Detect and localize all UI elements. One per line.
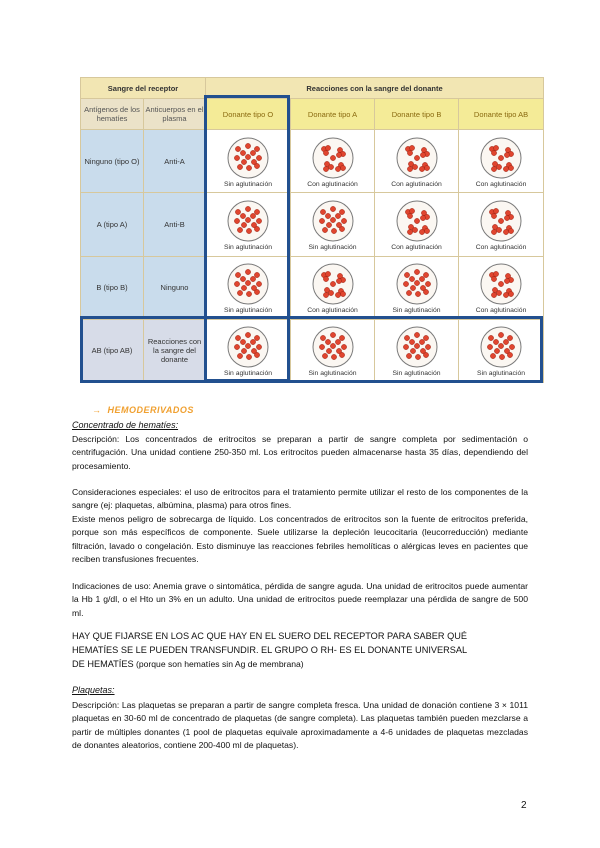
- donor-header-a: Donante tipo A: [291, 99, 375, 130]
- result-cell: [291, 256, 375, 319]
- result-label: Con aglutinación: [475, 180, 527, 188]
- cell-dish-icon: [226, 325, 270, 369]
- result-cell: [375, 130, 459, 193]
- result-cell: [459, 193, 544, 256]
- note-line-3-paren: (porque son hematíes sin Ag de membrana): [133, 659, 304, 669]
- concentrado-indicaciones: Indicaciones de uso: Anemia grave o sintomática, pérdida de sangre aguda. Una unidad de eritrocitos puede aumentar la Hb 1 g/dl, o el Hto un 3% en un adulto. Una unidad de eritrocitos puede reemplazar una pérdida de sangre de 500 ml.: [72, 581, 528, 618]
- receptor-antigen: A (tipo A): [81, 193, 144, 256]
- result-label: Con aglutinación: [391, 243, 442, 251]
- note-line-2: HEMATÍES SE LE PUEDEN TRANSFUNDIR. EL GRUPO O RH- ES EL DONANTE UNIVERSAL: [72, 645, 468, 655]
- result-cell: [375, 256, 459, 319]
- note-line-1: HAY QUE FIJARSE EN LOS AC QUE HAY EN EL SUERO DEL RECEPTOR PARA SABER QUÉ: [72, 631, 467, 641]
- donor-header-b: Donante tipo B: [375, 99, 459, 130]
- result-cell: [291, 193, 375, 256]
- result-label: Sin aglutinación: [308, 370, 357, 378]
- result-cell: [375, 319, 459, 382]
- receptor-antibody: Anti-A: [144, 130, 206, 193]
- concentrado-existe: Existe menos peligro de sobrecarga de líquido. Los concentrados de eritrocitos son la fuente de eritrocitos preferida, porque son más específicos de componente. Suele utilizarse la depleción leucocitaria (leucorreducción) mediante filtración, lavado o congelación. Esto disminuye las reacciones febriles hemolíticas o alérgicas leves en pacientes que reciben transfusiones frecuentes.: [72, 514, 528, 564]
- note-line-3-caps: DE HEMATÍES: [72, 659, 134, 669]
- result-label: Sin aglutinación: [392, 370, 441, 378]
- receptor-antigen: B (tipo B): [81, 256, 144, 319]
- subheader-antigenos: Antígenos de los hematíes: [81, 99, 144, 130]
- concentrado-descripcion: Descripción: Los concentrados de eritrocitos se preparan a partir de sangre completa por sedimentación o centrifugación. Una unidad contiene 250-350 ml. Los eritrocitos pueden almacenarse hasta 35 días, dependiendo del procesamiento.: [72, 434, 528, 471]
- result-label: Con aglutinación: [391, 180, 442, 188]
- blood-compatibility-table: [80, 77, 544, 383]
- result-cell: [459, 319, 544, 382]
- result-cell: [206, 193, 291, 256]
- result-cell: [206, 256, 291, 319]
- cell-dish-icon: [311, 325, 355, 369]
- result-label: Con aglutinación: [307, 180, 358, 188]
- cell-dish-icon: [479, 199, 523, 243]
- cell-dish-icon: [395, 136, 439, 180]
- plaquetas-title: Plaquetas:: [72, 685, 115, 695]
- section-heading: [92, 405, 194, 415]
- result-label: Sin aglutinación: [224, 243, 273, 251]
- result-label: Sin aglutinación: [224, 180, 273, 188]
- receptor-antibody: Reacciones con la sangre del donante: [144, 319, 206, 382]
- receptor-antibody: Ninguno: [144, 256, 206, 319]
- header-receptor: Sangre del receptor: [81, 78, 206, 99]
- table-row: [81, 319, 544, 382]
- cell-dish-icon: [479, 136, 523, 180]
- result-cell: [459, 256, 544, 319]
- result-cell: [459, 130, 544, 193]
- cell-dish-icon: [395, 325, 439, 369]
- result-cell: [375, 193, 459, 256]
- result-label: Sin aglutinación: [392, 307, 441, 315]
- result-label: Con aglutinación: [475, 243, 527, 251]
- plaquetas-descripcion: Descripción: Las plaquetas se preparan a partir de sangre completa fresca. Una unidad de donación contiene 3 × 1011 plaquetas en 30-60 ml de concentrado de plaquetas (de sangre completa). Las plaquetas también pueden mezclarse a partir de múltiples donantes (1 pool de plaquetas equivale aproximadamente a 4-6 unidades de plaquetas mezcladas de donantes aleatorios, contiene 200-400 ml de plaquetas).: [72, 700, 528, 750]
- arrow-right-icon: →: [92, 405, 102, 415]
- cell-dish-icon: [311, 199, 355, 243]
- result-cell: [206, 319, 291, 382]
- cell-dish-icon: [479, 262, 523, 306]
- cell-dish-icon: [395, 262, 439, 306]
- table-row: [81, 193, 544, 256]
- receptor-antigen: Ninguno (tipo O): [81, 130, 144, 193]
- result-cell: [291, 130, 375, 193]
- donor-header-ab: Donante tipo AB: [459, 99, 544, 130]
- header-donante: Reacciones con la sangre del donante: [206, 78, 544, 99]
- result-cell: [291, 319, 375, 382]
- section-title: HEMODERIVADOS: [107, 405, 194, 415]
- concentrado-consideraciones: Consideraciones especiales: el uso de eritrocitos para el tratamiento permite utilizar el resto de los componentes de la sangre (ej: plaquetas, albúmina, plasma) para otros fines.: [72, 487, 528, 511]
- table-row: [81, 130, 544, 193]
- cell-dish-icon: [311, 262, 355, 306]
- donor-header-o: Donante tipo O: [206, 99, 291, 130]
- result-label: Sin aglutinación: [224, 370, 273, 378]
- result-label: Sin aglutinación: [477, 370, 526, 378]
- result-cell: [206, 130, 291, 193]
- cell-dish-icon: [479, 325, 523, 369]
- note-line-3: [72, 658, 532, 671]
- page-number: 2: [521, 800, 527, 811]
- result-label: Sin aglutinación: [224, 307, 273, 315]
- result-label: Con aglutinación: [307, 307, 358, 315]
- receptor-antigen: AB (tipo AB): [81, 319, 144, 382]
- cell-dish-icon: [226, 199, 270, 243]
- subheader-anticuerpos: Anticuerpos en el plasma: [144, 99, 206, 130]
- receptor-antibody: Anti-B: [144, 193, 206, 256]
- result-label: Con aglutinación: [475, 307, 527, 315]
- cell-dish-icon: [395, 199, 439, 243]
- cell-dish-icon: [311, 136, 355, 180]
- concentrado-title: Concentrado de hematíes:: [72, 420, 179, 430]
- cell-dish-icon: [226, 136, 270, 180]
- table-row: [81, 256, 544, 319]
- cell-dish-icon: [226, 262, 270, 306]
- result-label: Sin aglutinación: [308, 243, 357, 251]
